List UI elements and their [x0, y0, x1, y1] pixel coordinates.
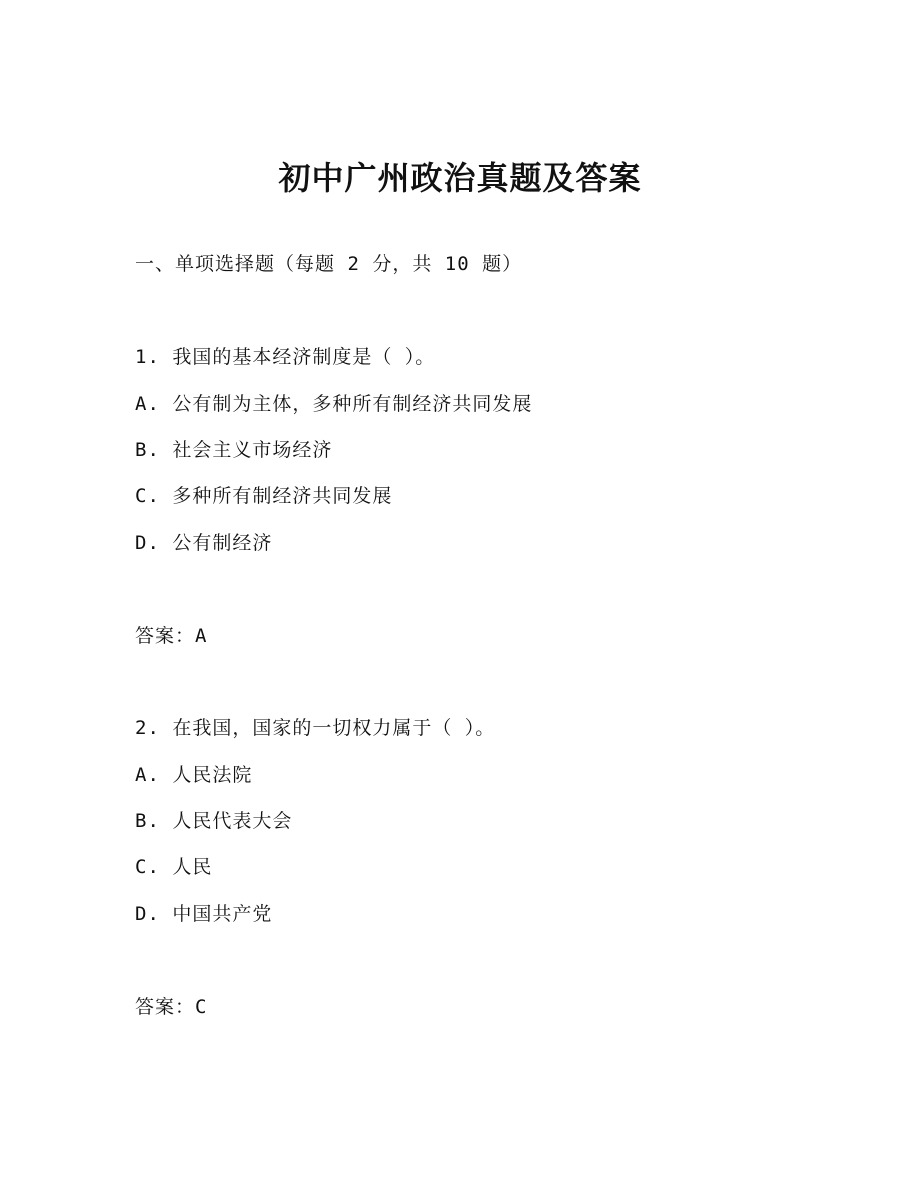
question-2-option-c: C. 人民: [135, 856, 213, 878]
section-heading: 一、单项选择题（每题 2 分，共 10 题）: [135, 253, 523, 275]
question-2-option-a: A. 人民法院: [135, 764, 253, 786]
question-2-stem: 2. 在我国，国家的一切权力属于（ ）。: [135, 717, 496, 739]
question-2-answer: 答案：C: [135, 996, 208, 1018]
question-2-option-b: B. 人民代表大会: [135, 810, 293, 832]
question-1-answer: 答案：A: [135, 625, 208, 647]
question-1-option-d: D. 公有制经济: [135, 532, 273, 554]
document-title: 初中广州政治真题及答案: [278, 159, 642, 197]
question-1-option-a: A. 公有制为主体，多种所有制经济共同发展: [135, 393, 533, 415]
question-2-option-d: D. 中国共产党: [135, 903, 273, 925]
question-1-option-c: C. 多种所有制经济共同发展: [135, 485, 393, 507]
question-1-stem: 1. 我国的基本经济制度是（ ）。: [135, 346, 436, 368]
question-1-option-b: B. 社会主义市场经济: [135, 439, 333, 461]
